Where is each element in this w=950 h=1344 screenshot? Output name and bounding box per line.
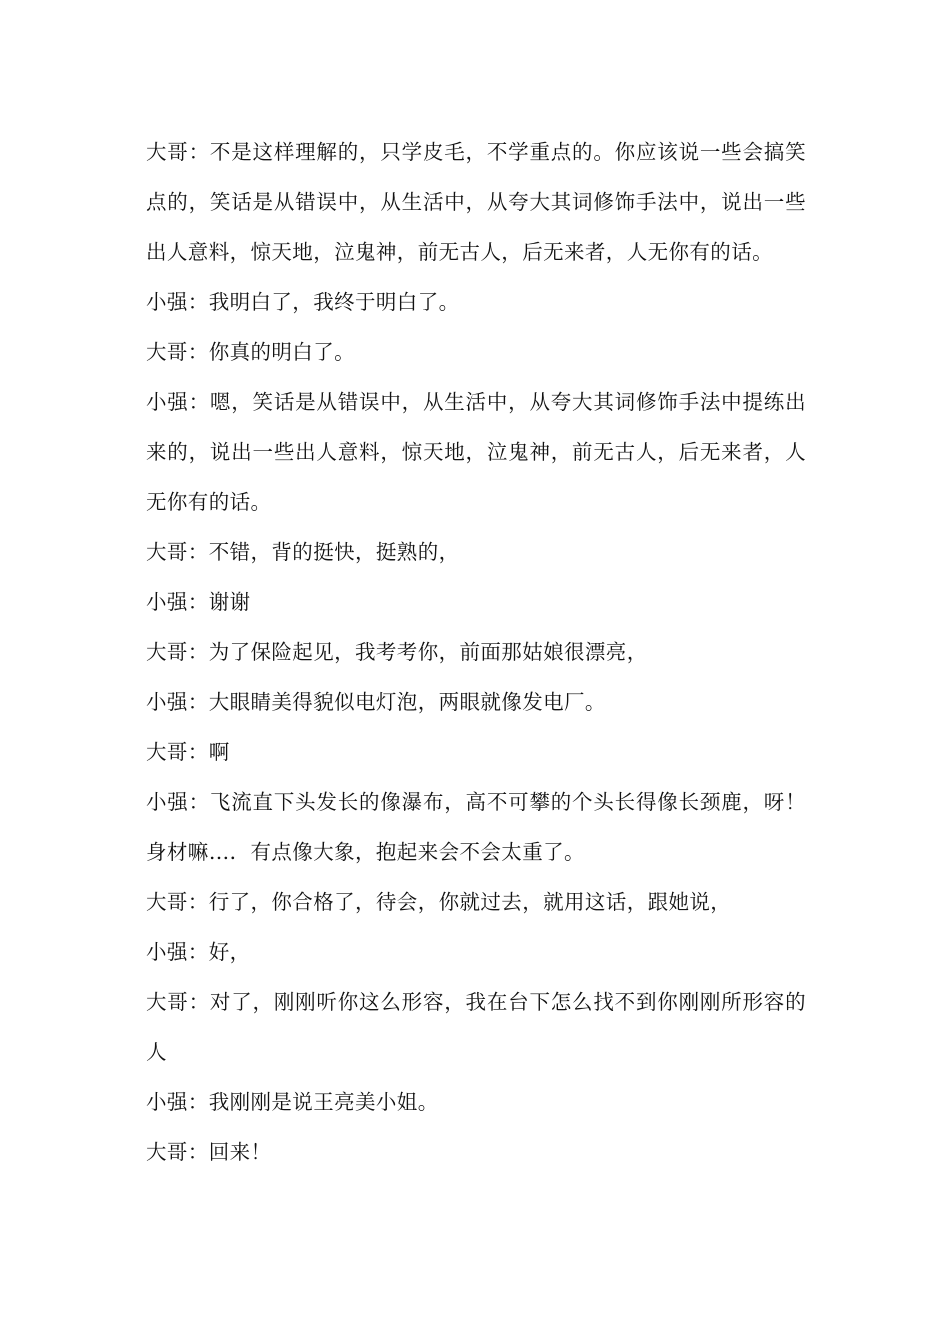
document-body: [146, 127, 806, 1177]
dialogue-line: 小强：飞流直下头发长的像瀑布，高不可攀的个头长得像长颈鹿，呀！身材嘛…．有点像大象，抱起来会不会太重了。: [146, 790, 806, 864]
dialogue-line: 小强：我刚刚是说王亮美小姐。: [146, 1090, 439, 1114]
dialogue-line: 小强：谢谢: [146, 590, 251, 614]
dialogue-line: 大哥：啊: [146, 740, 230, 764]
dialogue-line: 大哥：不是这样理解的，只学皮毛，不学重点的。你应该说一些会搞笑点的，笑话是从错误中，从生活中，从夸大其词修饰手法中，说出一些出人意料，惊天地，泣鬼神，前无古人，后无来者，人无你有的话。: [146, 140, 806, 264]
dialogue-line: 小强：嗯，笑话是从错误中，从生活中，从夸大其词修饰手法中提练出来的，说出一些出人意料，惊天地，泣鬼神，前无古人，后无来者，人无你有的话。: [146, 390, 806, 514]
dialogue-line: 大哥：为了保险起见，我考考你，前面那姑娘很漂亮，: [146, 640, 648, 664]
dialogue-line: 大哥：对了，刚刚听你这么形容，我在台下怎么找不到你刚刚所形容的人: [146, 990, 806, 1064]
dialogue-line: 小强：大眼睛美得貌似电灯泡，两眼就像发电厂。: [146, 690, 606, 714]
dialogue-line: 大哥：不错，背的挺快，挺熟的，: [146, 540, 460, 564]
dialogue-line: 大哥：行了，你合格了，待会，你就过去，就用这话，跟她说，: [146, 890, 732, 914]
dialogue-line: 小强：好，: [146, 940, 251, 964]
dialogue-line: 大哥：回来！: [146, 1140, 272, 1164]
dialogue-line: 大哥：你真的明白了。: [146, 340, 355, 364]
dialogue-line: 小强：我明白了，我终于明白了。: [146, 290, 460, 314]
